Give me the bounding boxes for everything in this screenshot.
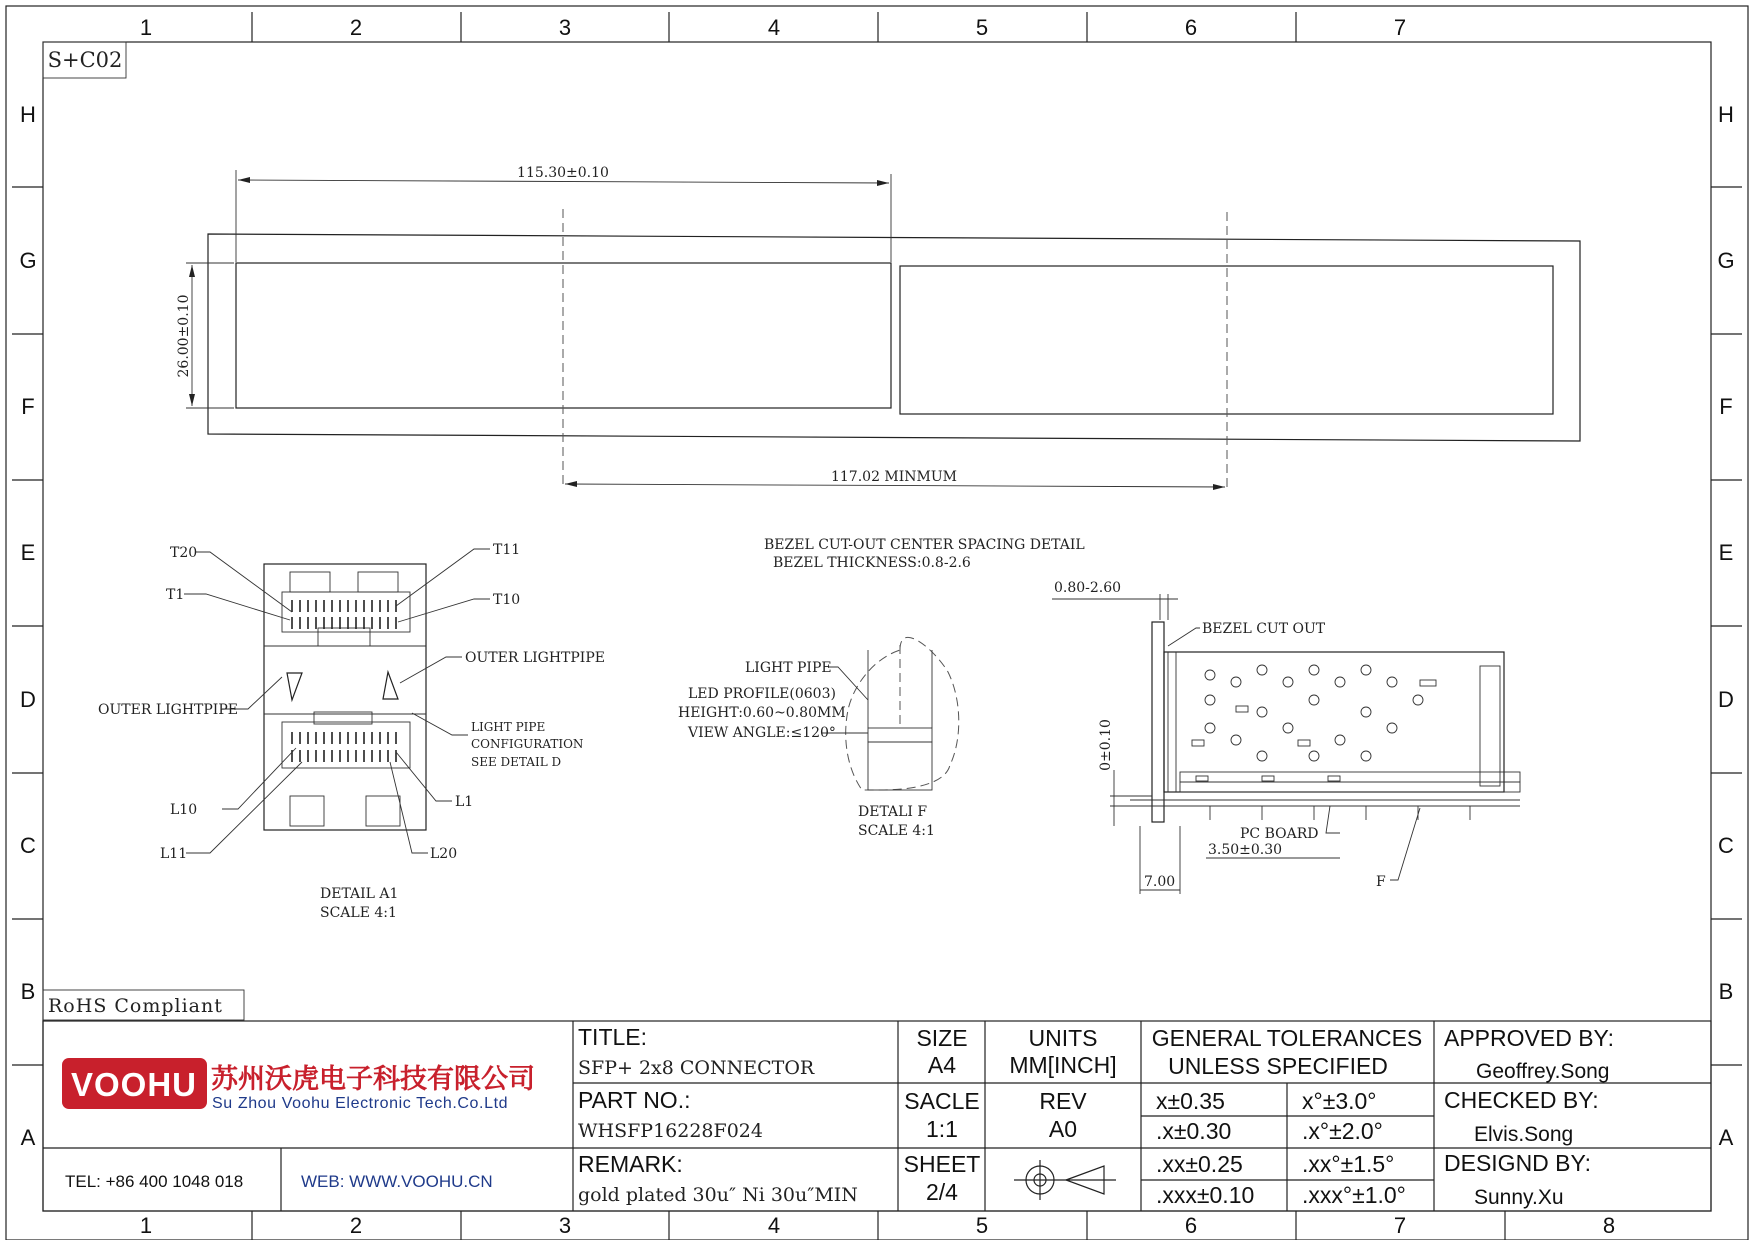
label-f-marker: F [1376, 874, 1386, 890]
rev-label: REV [1039, 1088, 1087, 1114]
zone-col-b1: 1 [139, 1213, 153, 1238]
part-value: WHSFP16228F024 [578, 1120, 763, 1142]
projection-symbol-icon [1014, 1160, 1116, 1200]
label-bezel-cut-out: BEZEL CUT OUT [1202, 621, 1326, 637]
detail-f-caption: DETALI F [858, 804, 928, 820]
size-label: SIZE [916, 1025, 968, 1051]
zone-row-b: B [20, 979, 36, 1004]
tol-title-2: UNLESS SPECIFIED [1168, 1053, 1388, 1079]
units-label: UNITS [1028, 1025, 1098, 1051]
label-outer-lightpipe-left: OUTER LIGHTPIPE [98, 702, 238, 718]
zone-row-d-r: D [1718, 687, 1734, 712]
units-value: MM[INCH] [1009, 1052, 1117, 1078]
label-l11: L11 [160, 846, 188, 862]
tel: TEL: +86 400 1048 018 [65, 1172, 244, 1191]
label-t10: T10 [493, 592, 521, 608]
logo-text: VOOHU [70, 1066, 198, 1103]
remark-value: gold plated 30u″ Ni 30u″MIN [578, 1184, 858, 1206]
zone-col-b8: 8 [1602, 1213, 1616, 1238]
scale-label: SACLE [904, 1088, 980, 1114]
detail-f-light-pipe: LIGHT PIPE [745, 660, 832, 676]
sheet-label: SHEET [903, 1151, 981, 1177]
detail-a1-caption: DETAIL A1 [320, 886, 399, 902]
designed-label: DESIGND BY: [1444, 1150, 1591, 1176]
title-label: TITLE: [578, 1024, 648, 1050]
zone-labels [19, 15, 1734, 1238]
scale-value: 1:1 [926, 1116, 958, 1142]
company-en: Su Zhou Voohu Electronic Tech.Co.Ltd [212, 1095, 509, 1112]
detail-f [678, 637, 959, 839]
bezel-view [176, 165, 1580, 571]
label-pc-board: PC BOARD [1240, 826, 1319, 842]
size-value: A4 [927, 1052, 957, 1078]
zone-row-h-r: H [1718, 102, 1734, 127]
label-l20: L20 [430, 846, 458, 862]
dim-pcb: 3.50±0.30 [1208, 842, 1283, 858]
zone-col-b5: 5 [975, 1213, 989, 1238]
top-pins [292, 600, 396, 629]
side-pins [1210, 806, 1470, 820]
zone-col-b4: 4 [767, 1213, 781, 1238]
label-lightpipe-cfg-1: LIGHT PIPE [471, 720, 546, 734]
lightpipe-left-triangle [287, 673, 302, 700]
zone-ticks [12, 12, 1742, 1240]
zone-row-f: F [21, 394, 35, 419]
label-t1: T1 [166, 587, 185, 603]
zone-row-a-r: A [1718, 1125, 1734, 1150]
zone-row-g: G [19, 248, 37, 273]
zone-row-h: H [20, 102, 36, 127]
remark-label: REMARK: [578, 1151, 683, 1177]
zone-col-3: 3 [558, 15, 572, 40]
bottom-pins [292, 732, 396, 762]
zone-row-d: D [20, 687, 36, 712]
dim-width: 115.30±0.10 [517, 165, 609, 181]
zone-col-4: 4 [767, 15, 781, 40]
zone-row-f-r: F [1719, 394, 1733, 419]
tol-lin-2: .x±0.30 [1156, 1118, 1232, 1144]
label-t20: T20 [170, 545, 198, 561]
zone-col-5: 5 [975, 15, 989, 40]
sheet-value: 2/4 [926, 1179, 958, 1205]
detail-f-view-angle: VIEW ANGLE:≤120° [688, 725, 836, 741]
tol-ang-1: x°±3.0° [1302, 1088, 1377, 1114]
bezel-caption-2: BEZEL THICKNESS:0.8-2.6 [773, 555, 971, 571]
label-t11: T11 [493, 542, 521, 558]
detail-f-height: HEIGHT:0.60~0.80MM [678, 705, 846, 721]
zone-row-c: C [20, 833, 36, 858]
zone-row-e-r: E [1718, 540, 1734, 565]
web: WEB: WWW.VOOHU.CN [301, 1172, 493, 1191]
label-lightpipe-cfg-3: SEE DETAIL D [471, 755, 562, 769]
zone-row-b-r: B [1718, 979, 1734, 1004]
rev-value: A0 [1048, 1116, 1078, 1142]
bezel-caption-1: BEZEL CUT-OUT CENTER SPACING DETAIL [764, 537, 1085, 553]
tol-lin-1: x±0.35 [1156, 1088, 1225, 1114]
outer-frame [6, 6, 1748, 1240]
dim-height: 26.00±0.10 [176, 294, 192, 378]
zone-row-c-r: C [1718, 833, 1734, 858]
dim-thickness: 0.80-2.60 [1054, 580, 1122, 596]
rohs-label: RoHS Compliant [48, 995, 223, 1017]
zone-col-b6: 6 [1184, 1213, 1198, 1238]
checked-value: Elvis.Song [1474, 1123, 1574, 1146]
tol-ang-3: .xx°±1.5° [1302, 1151, 1395, 1177]
company-cn: 苏州沃虎电子科技有限公司 [211, 1064, 535, 1095]
zone-col-b7: 7 [1393, 1213, 1407, 1238]
zone-col-b2: 2 [349, 1213, 363, 1238]
tol-ang-4: .xxx°±1.0° [1302, 1182, 1406, 1208]
zone-row-a: A [20, 1125, 36, 1150]
zone-col-6: 6 [1184, 15, 1198, 40]
side-holes [1192, 665, 1436, 781]
lightpipe-right-triangle [383, 672, 398, 699]
zone-row-g-r: G [1717, 248, 1735, 273]
zone-col-7: 7 [1393, 15, 1407, 40]
dim-vertical: 0±0.10 [1098, 719, 1114, 771]
tol-ang-2: .x°±2.0° [1302, 1118, 1383, 1144]
dim-front: 7.00 [1144, 874, 1176, 890]
detail-f-scale: SCALE 4:1 [858, 823, 935, 839]
tol-title-1: GENERAL TOLERANCES [1151, 1025, 1423, 1051]
label-lightpipe-cfg-2: CONFIGURATION [471, 737, 584, 751]
detail-a1 [98, 542, 605, 921]
approved-label: APPROVED BY: [1444, 1025, 1615, 1051]
title-value: SFP+ 2x8 CONNECTOR [578, 1057, 815, 1079]
sheet-tag: S+C02 [47, 48, 123, 72]
part-label: PART NO.: [578, 1087, 691, 1113]
zone-col-b3: 3 [558, 1213, 572, 1238]
detail-f-led-profile: LED PROFILE(0603) [688, 686, 836, 702]
dim-spacing: 117.02 MINMUM [830, 469, 958, 485]
designed-value: Sunny.Xu [1474, 1186, 1564, 1209]
label-l1: L1 [455, 794, 474, 810]
label-l10: L10 [170, 802, 198, 818]
zone-col-2: 2 [349, 15, 363, 40]
checked-label: CHECKED BY: [1444, 1087, 1599, 1113]
tol-lin-4: .xxx±0.10 [1156, 1182, 1255, 1208]
detail-a1-scale: SCALE 4:1 [320, 905, 397, 921]
label-outer-lightpipe-right: OUTER LIGHTPIPE [465, 650, 605, 666]
approved-value: Geoffrey.Song [1476, 1060, 1610, 1083]
zone-row-e: E [20, 540, 36, 565]
tol-lin-3: .xx±0.25 [1156, 1151, 1243, 1177]
side-view [1052, 580, 1520, 894]
zone-col-1: 1 [139, 15, 153, 40]
